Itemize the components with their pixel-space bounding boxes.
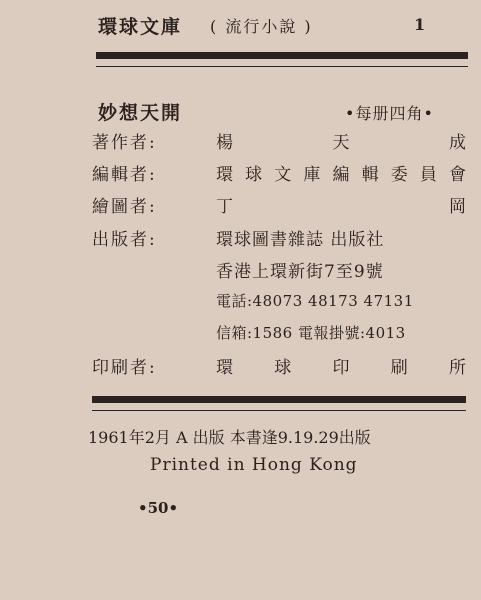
editor-char: 委 [390,165,408,185]
publisher-address: 香港上環新街7至9號 [216,262,384,282]
publisher-mailbox: 信箱:1586 電報掛號:4013 [216,324,406,342]
editor-char: 球 [245,165,263,185]
printer-char: 所 [449,358,466,378]
header-rule-thin [96,66,468,67]
printed-in: Printed in Hong Kong [150,455,358,475]
author-char: 天 [332,133,350,153]
publisher-label: 出版者: [92,230,157,250]
series-subtitle: ( 流行小說 ) [210,17,313,36]
publisher-phone: 電話:48073 48173 47131 [216,292,414,310]
header-rule-thick [96,52,468,59]
illustrator-label: 繪圖者: [92,197,157,217]
bottom-page-number: •50• [138,499,179,517]
editor-char: 輯 [361,165,379,185]
printer-char: 刷 [390,358,408,378]
illustrator-value [216,192,466,217]
editor-value [216,160,466,185]
footer-rule-thin [92,410,466,411]
editor-char: 文 [274,165,292,185]
illustrator-char: 岡 [449,197,466,217]
printer-char: 球 [274,358,292,378]
printer-char: 環 [216,358,233,378]
printer-label: 印刷者: [92,358,157,378]
author-char: 楊 [216,133,233,153]
footer-rule-thick [92,396,466,403]
editor-char: 會 [449,165,466,185]
printer-value [216,353,466,378]
publisher-name: 環球圖書雜誌 出版社 [216,230,385,250]
editor-char: 庫 [303,165,321,185]
author-value [216,128,466,153]
author-char: 成 [449,133,466,153]
edition-line: 1961年2月 A 出版 本書逢9.19.29出版 [88,428,371,447]
price: •每册四角• [345,104,434,123]
printer-char: 印 [332,358,350,378]
editor-char: 環 [216,165,233,185]
illustrator-char: 丁 [216,197,233,217]
series-title: 環球文庫 [98,16,183,38]
book-title: 妙想天開 [98,102,183,124]
author-label: 著作者: [92,133,157,153]
editor-label: 編輯者: [92,165,157,185]
page-number: 1 [414,15,426,34]
editor-char: 編 [332,165,350,185]
editor-char: 員 [419,165,437,185]
